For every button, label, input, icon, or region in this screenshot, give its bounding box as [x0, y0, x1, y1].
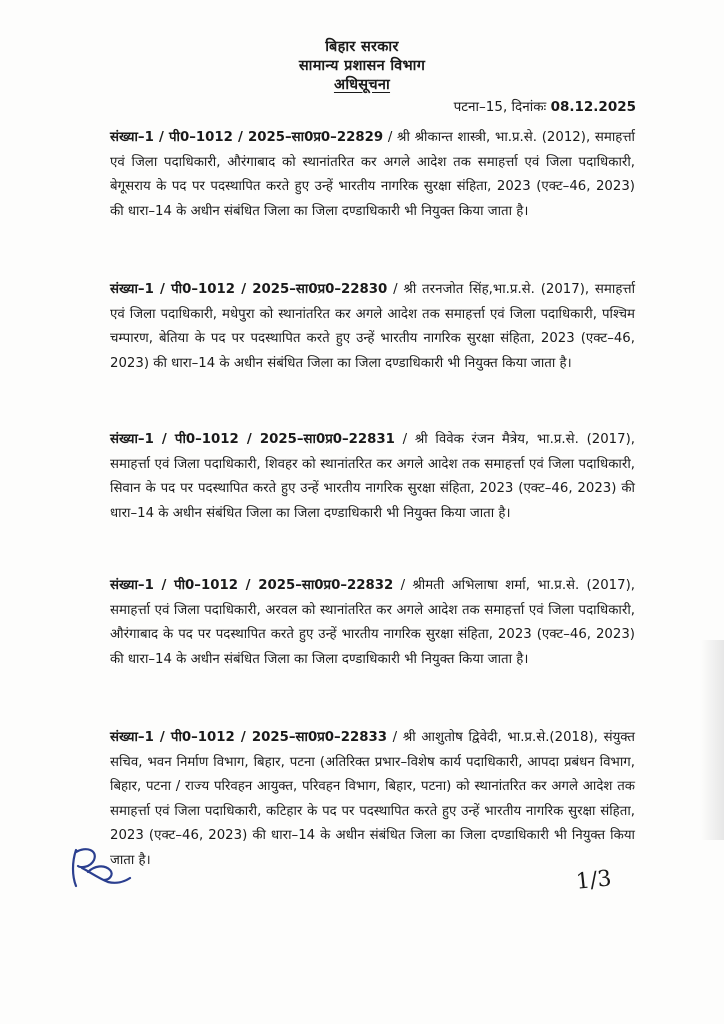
dateline: [454, 98, 636, 117]
page-number: 1/3: [574, 866, 613, 895]
order-reference: संख्या–1 / पी0–1012 / 2025–सा0प्र0–22830: [110, 282, 388, 297]
order-paragraph: [110, 428, 635, 526]
order-body: / श्री श्रीकान्त शास्त्री, भा.प्र.से. (2012), समाहर्त्ता एवं जिला पदाधिकारी, औरंगाबाद को स्थानांतरित कर अगले आदेश तक समाहर्त्ता एवं जिला पदाधिकारी, बेगूसराय के पद पर पदस्थापित करते हुए उन्हें भारतीय नागरिक सुरक्षा संहिता, 2023 (एक्ट–46, 2023) की धारा–14 के अधीन संबंधित जिला का जिला दण्डाधिकारी भी नियुक्त किया जाता है।: [110, 130, 635, 219]
govt-title: बिहार सरकार: [325, 39, 399, 55]
order-reference: संख्या–1 / पी0–1012 / 2025–सा0प्र0–22832: [110, 578, 394, 593]
document-header: [0, 38, 724, 95]
order-reference: संख्या–1 / पी0–1012 / 2025–सा0प्र0–22831: [110, 432, 395, 447]
order-paragraph: [110, 726, 635, 873]
department-title: सामान्य प्रशासन विभाग: [298, 58, 426, 74]
signature-mark: [64, 842, 134, 892]
order-paragraph: [110, 574, 635, 672]
dateline-place: पटना–15, दिनांकः: [453, 99, 547, 115]
order-paragraph: [110, 278, 635, 376]
notification-title: अधिसूचना: [333, 77, 391, 93]
order-body: / श्री आशुतोष द्विवेदी, भा.प्र.से.(2018), संयुक्त सचिव, भवन निर्माण विभाग, बिहार, पटना (अतिरिक्त प्रभार–विशेष कार्य पदाधिकारी, आपदा प्रबंधन विभाग, बिहार, पटना / राज्य परिवहन आयुक्त, परिवहन विभाग, बिहार, पटना) को स्थानांतरित कर अगले आदेश तक समाहर्त्ता एवं जिला पदाधिकारी, कटिहार के पद पर पदस्थापित करते हुए उन्हें भारतीय नागरिक सुरक्षा संहिता, 2023 (एक्ट–46, 2023) की धारा–14 के अधीन संबंधित जिला का जिला दण्डाधिकारी भी नियुक्त किया जाता है।: [110, 730, 635, 868]
order-body: / श्री तरनजोत सिंह,भा.प्र.से. (2017), समाहर्त्ता एवं जिला पदाधिकारी, मधेपुरा को स्थानांतरित कर अगले आदेश तक समाहर्त्ता एवं जिला पदाधिकारी, पश्चिम चम्पारण, बेतिया के पद पर पदस्थापित करते हुए उन्हें भारतीय नागरिक सुरक्षा संहिता, 2023 (एक्ट–46, 2023) की धारा–14 के अधीन संबंधित जिला का जिला दण्डाधिकारी भी नियुक्त किया जाता है।: [110, 282, 636, 371]
order-body: / श्री विवेक रंजन मैत्रेय, भा.प्र.से. (2017), समाहर्त्ता एवं जिला पदाधिकारी, शिवहर को स्थानांतरित कर अगले आदेश तक समाहर्त्ता एवं जिला पदाधिकारी, सिवान के पद पर पदस्थापित करते हुए उन्हें भारतीय नागरिक सुरक्षा संहिता, 2023 (एक्ट–46, 2023) की धारा–14 के अधीन संबंधित जिला का जिला दण्डाधिकारी भी नियुक्त किया जाता है।: [110, 432, 636, 521]
order-reference: संख्या–1 / पी0–1012 / 2025–सा0प्र0–22833: [110, 730, 387, 745]
scan-edge-shadow: [700, 640, 724, 840]
dateline-date: 08.12.2025: [550, 99, 636, 115]
order-body: / श्रीमती अभिलाषा शर्मा, भा.प्र.से. (2017), समाहर्त्ता एवं जिला पदाधिकारी, अरवल को स्थानांतरित कर अगले आदेश तक समाहर्त्ता एवं जिला पदाधिकारी, औरंगाबाद के पद पर पदस्थापित करते हुए उन्हें भारतीय नागरिक सुरक्षा संहिता, 2023 (एक्ट–46, 2023) की धारा–14 के अधीन संबंधित जिला का जिला दण्डाधिकारी भी नियुक्त किया जाता है।: [110, 578, 635, 667]
order-reference: संख्या–1 / पी0–1012 / 2025–सा0प्र0–22829: [110, 130, 384, 145]
order-paragraph: [110, 126, 635, 224]
